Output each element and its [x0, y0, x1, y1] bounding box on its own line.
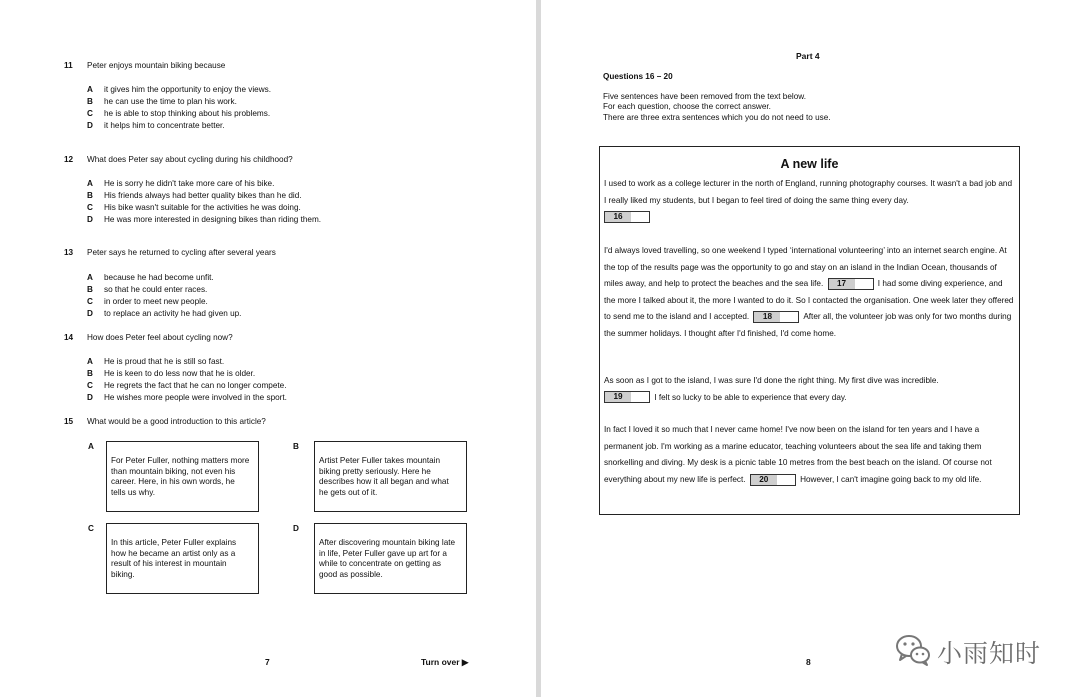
option-letter: A	[87, 273, 93, 282]
option-letter: D	[87, 121, 93, 130]
answer-gap-19[interactable]	[604, 391, 650, 403]
answer-gap-17[interactable]	[828, 278, 874, 290]
option-text: He is proud that he is still so fast.	[104, 357, 225, 366]
option-letter: C	[87, 203, 93, 212]
question-number: 15	[64, 417, 74, 426]
box-letter: B	[293, 442, 299, 451]
gap-number: 18	[754, 312, 780, 322]
option-letter: D	[87, 393, 93, 402]
paragraph-text: As soon as I got to the island, I was sure I'd done the right thing. My first dive was incredible.	[604, 376, 939, 385]
option-text: he can use the time to plan his work.	[104, 97, 237, 106]
paragraph-text: However, I can't imagine going back to my old life.	[800, 474, 982, 484]
option-letter: A	[87, 85, 93, 94]
answer-gap-18[interactable]	[753, 311, 799, 323]
intro-option-box: In this article, Peter Fuller explains how he became an artist only as a result of his interest in mountain biking.	[106, 523, 259, 594]
option-letter: B	[87, 97, 93, 106]
paragraph-text: I'd always loved travelling, so one weekend I typed ‘international volunteering’ into an internet search engine. At the top of the results page was the opportunity to go and stay on an island in the Indian Ocean, thousands of miles away, and help to protect the beaches and the sea life.	[604, 246, 1007, 289]
gap-number: 16	[605, 212, 631, 222]
option-letter: D	[87, 215, 93, 224]
option-text: He wishes more people were involved in the sport.	[104, 393, 287, 402]
option-letter: B	[87, 369, 93, 378]
question-number: 13	[64, 248, 74, 257]
question-number: 14	[64, 333, 74, 342]
option-text: He is sorry he didn't take more care of his bike.	[104, 179, 275, 188]
watermark	[893, 630, 1063, 670]
paragraph-text: After all, the volunteer job was only for two months during the summer holidays. I thought after I'd finished, I'd come home.	[604, 312, 1012, 338]
intro-option-box: After discovering mountain biking late in life, Peter Fuller gave up art for a while to concentrate on getting as good as possible.	[314, 523, 467, 594]
part-heading: Part 4	[796, 51, 820, 61]
article-box	[599, 146, 1020, 515]
box-letter: C	[88, 524, 94, 533]
option-text: it gives him the opportunity to enjoy the views.	[104, 85, 272, 94]
question-text: Peter enjoys mountain biking because	[87, 61, 226, 70]
article-paragraph	[604, 176, 1014, 226]
option-text: He regrets the fact that he can no longer compete.	[104, 381, 287, 390]
option-letter: B	[87, 191, 93, 200]
paragraph-text: In fact I loved it so much that I never came home! I've now been on the island for ten years and I have a permanent job. I'm working as a marine educator, teaching volunteers about the sea life and taking them snorkelling and diving. My desk is a picnic table 10 metres from the best beach on the island. Of course not everything about my new life is perfect.	[604, 425, 992, 484]
question-number: 11	[64, 61, 73, 70]
article-paragraph	[604, 373, 1014, 406]
option-letter: D	[87, 309, 93, 318]
option-letter: B	[87, 285, 93, 294]
instruction-line: There are three extra sentences which you do not need to use.	[603, 113, 831, 122]
option-text: it helps him to concentrate better.	[104, 121, 225, 130]
page-number: 8	[806, 657, 811, 667]
question-text: How does Peter feel about cycling now?	[87, 333, 233, 342]
article-title: A new life	[780, 157, 839, 171]
question-number: 12	[64, 155, 74, 164]
option-text: His bike wasn't suitable for the activities he was doing.	[104, 203, 301, 212]
article-paragraph	[604, 243, 1014, 343]
question-text: Peter says he returned to cycling after several years	[87, 248, 276, 257]
left-page	[0, 0, 536, 697]
page-number: 7	[265, 657, 270, 667]
box-letter: D	[293, 524, 299, 533]
turn-over-label: Turn over ▶	[421, 657, 469, 667]
instruction-line: For each question, choose the correct answer.	[603, 102, 771, 111]
gap-number: 17	[829, 279, 855, 289]
option-text: He was more interested in designing bikes than riding them.	[104, 215, 322, 224]
option-letter: C	[87, 109, 93, 118]
answer-gap-16[interactable]	[604, 211, 650, 223]
option-text: to replace an activity he had given up.	[104, 309, 242, 318]
intro-option-box: Artist Peter Fuller takes mountain biking pretty seriously. Here he describes how it all began and what he gets out of it.	[314, 441, 467, 512]
watermark-text: 小雨知时	[937, 640, 1042, 668]
option-text: in order to meet new people.	[104, 297, 208, 306]
questions-heading: Questions 16 – 20	[603, 72, 673, 81]
option-text: so that he could enter races.	[104, 285, 208, 294]
box-letter: A	[88, 442, 94, 451]
paragraph-text: I used to work as a college lecturer in the north of England, running photography courses. It wasn't a bad job and I really liked my students, but I began to feel tired of doing the same thing every day.	[604, 179, 1013, 205]
option-letter: A	[87, 179, 93, 188]
article-paragraph	[604, 422, 1014, 488]
question-text: What would be a good introduction to this article?	[87, 417, 266, 426]
paragraph-text: I had some diving experience, and the more I talked about it, the more I wanted to do it. So I contacted the organisation. One week later they offered to send me to the island and I accepted.	[604, 279, 1014, 322]
option-text: His friends always had better quality bikes than he did.	[104, 191, 302, 200]
question-text: What does Peter say about cycling during his childhood?	[87, 155, 293, 164]
wechat-logo-icon	[893, 630, 933, 670]
gap-number: 19	[605, 392, 631, 402]
intro-option-box: For Peter Fuller, nothing matters more than mountain biking, not even his career. Here, in his own words, he tells us why.	[106, 441, 259, 512]
instruction-line: Five sentences have been removed from the text below.	[603, 92, 806, 101]
option-letter: C	[87, 297, 93, 306]
option-text: he is able to stop thinking about his problems.	[104, 109, 271, 118]
option-letter: C	[87, 381, 93, 390]
paragraph-text: I felt so lucky to be able to experience that every day.	[654, 392, 847, 402]
option-text: because he had become unfit.	[104, 273, 214, 282]
option-letter: A	[87, 357, 93, 366]
option-text: He is keen to do less now that he is older.	[104, 369, 256, 378]
answer-gap-20[interactable]	[750, 474, 796, 486]
gap-number: 20	[751, 475, 777, 485]
